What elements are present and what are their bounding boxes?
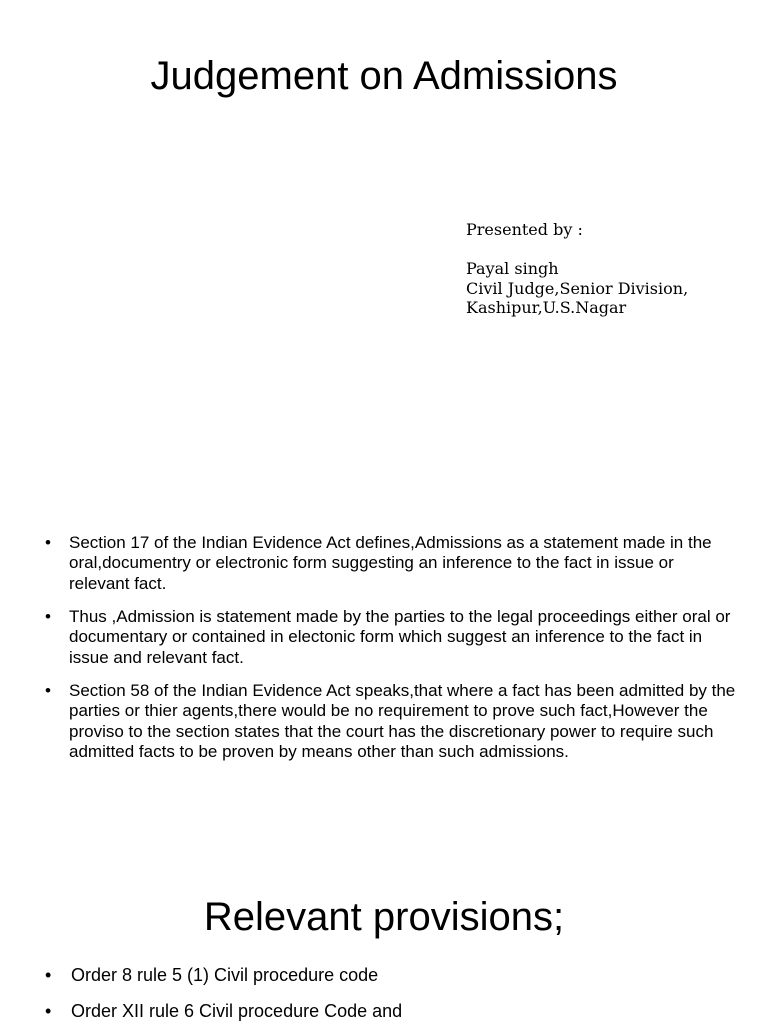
provision-text: Order 8 rule 5 (1) Civil procedure code <box>71 965 379 985</box>
bullet-icon: • <box>45 965 52 985</box>
provisions-list <box>0 964 768 1035</box>
page-title: Judgement on Admissions <box>150 54 618 98</box>
bullet-icon: • <box>45 533 51 552</box>
definition-item <box>0 681 768 763</box>
definition-item <box>0 533 768 594</box>
presenter-location: Kashipur,U.S.Nagar <box>466 298 627 317</box>
presenter-block <box>466 220 756 318</box>
definitions-list <box>0 533 768 775</box>
bullet-icon: • <box>45 681 51 701</box>
definition-text: Section 58 of the Indian Evidence Act speaks,that where a fact has been admitted by the parties or thier agents,there would be no requirement to prove such fact,However the proviso to the section states that the court has the discretionary power to require such admitted facts to be proven by means other than such admissions. <box>69 681 736 762</box>
definition-text: Thus ,Admission is statement made by the parties to the legal proceedings either oral or documentary or contained in electonic form which suggest an inference to the fact in issue and relevant fact. <box>69 607 731 667</box>
provision-item <box>0 964 768 986</box>
provision-item <box>0 1000 768 1022</box>
bullet-icon: • <box>45 607 51 627</box>
presenter-name: Payal singh <box>466 259 559 278</box>
presenter-spacer <box>466 240 756 260</box>
definition-item <box>0 607 768 668</box>
provisions-heading: Relevant provisions; <box>203 895 565 939</box>
presenter-label: Presented by : <box>466 220 583 239</box>
provision-text: Order XII rule 6 Civil procedure Code and <box>71 1000 403 1021</box>
definition-text: Section 17 of the Indian Evidence Act defines,Admissions as a statement made in the oral,documentry or electronic form suggesting an inference to the fact in issue or relevant fact. <box>69 533 712 593</box>
bullet-icon: • <box>45 1000 52 1021</box>
presenter-designation: Civil Judge,Senior Division, <box>466 278 689 298</box>
